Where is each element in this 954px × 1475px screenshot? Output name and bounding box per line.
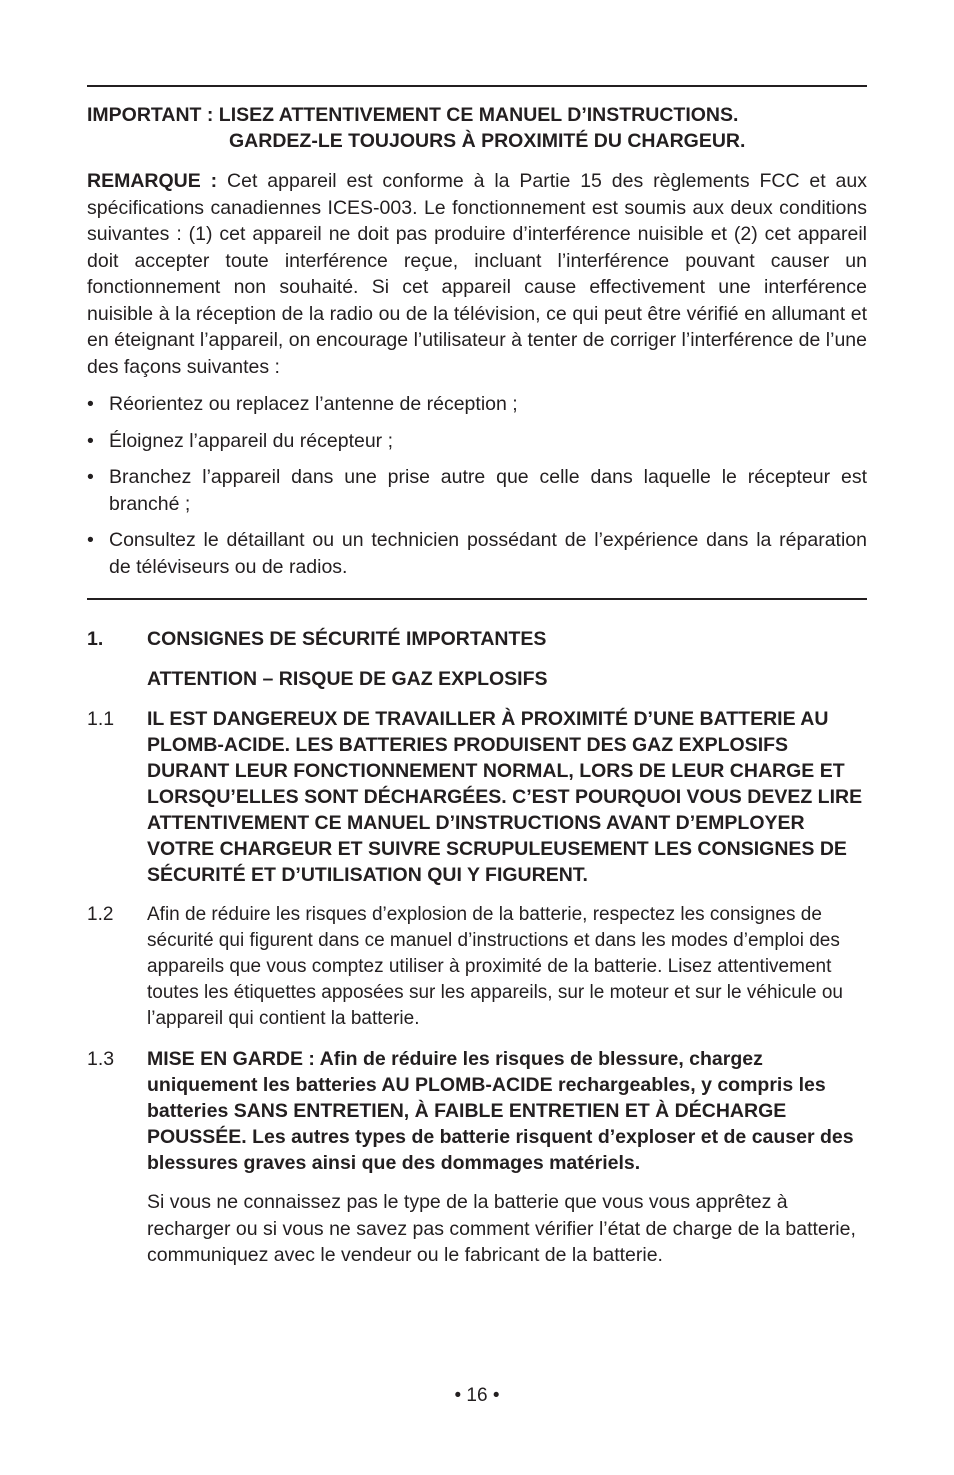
section-heading [87,626,867,652]
item-paragraph-text: Si vous ne connaissez pas le type de la batterie que vous vous apprêtez à recharger ou si vous ne savez pas comment vérifier l’état de charge de la batterie, communiquez avec le vendeur ou le fabricant de la batterie. [147,1191,856,1266]
attention-heading [87,666,867,692]
item-1-1 [87,706,867,888]
item-1-3 [87,1046,867,1176]
item-number: 1.2 [87,904,114,925]
section-title: CONSIGNES DE SÉCURITÉ IMPORTANTES [147,628,547,650]
section-rule [87,598,867,600]
bullet-icon: • [87,393,94,415]
attention-text: ATTENTION – RISQUE DE GAZ EXPLOSIFS [147,668,548,690]
remarque-text: Cet appareil est conforme à la Partie 15 des règlements FCC et aux spécifications canadiennes ICES-003. Le fonctionnement est soumis aux deux conditions suivantes : (1) cet appareil ne doit pas produire d’interférence nuisible et (2) cet appareil doit accepter toute interférence reçue, incluant l’interférence pouvant causer un fonctionnement non souhaité. Si cet appareil cause effectivement une interférence nuisible à la réception de la radio ou de la télévision, ce qui peut être vérifié en allumant et en éteignant l’appareil, on encourage l’utilisateur à tenter de corriger l’interférence de l’une des façons suivantes : [87,170,867,378]
list-item-text: Consultez le détaillant ou un technicien possédant de l’expérience dans la réparation de téléviseurs ou de radios. [109,529,867,578]
list-item [87,527,867,580]
item-number: 1.1 [87,708,115,730]
item-text: Afin de réduire les risques d’explosion de la batterie, respectez les consignes de sécurité qui figurent dans ce manuel d’instructions et dans les modes d’emploi des appareils que vous comptez utiliser à proximité de la batterie. Lisez attentivement toutes les étiquettes apposées sur les appareils, sur le moteur et sur le véhicule ou l’appareil qui contient la batterie. [147,904,843,1029]
bullet-list [87,391,867,580]
bullet-icon: • [87,429,94,452]
item-number: 1.3 [87,1048,115,1070]
list-item-text: Réorientez ou replacez l’antenne de réception ; [109,393,518,415]
remarque-paragraph [87,168,867,380]
remarque-label: REMARQUE : [87,170,218,192]
item-text: IL EST DANGEREUX DE TRAVAILLER À PROXIMITÉ D’UNE BATTERIE AU PLOMB-ACIDE. LES BATTERIES PRODUISENT DES GAZ EXPLOSIFS DURANT LEUR FONCTIONNEMENT NORMAL, LORS DE LEUR CHARGE ET LORSQU’ELLES SONT DÉCHARGÉES. C’EST POURQUOI VOUS DEVEZ LIRE ATTENTIVEMENT CE MANUEL D’INSTRUCTIONS AVANT D’EMPLOYER VOTRE CHARGEUR ET SUIVRE SCRUPULEUSEMENT LES CONSIGNES DE SÉCURITÉ ET D’UTILISATION QUI Y FIGURENT. [147,708,863,886]
item-1-2 [87,902,867,1032]
list-item-text: Éloignez l’appareil du récepteur ; [109,429,394,452]
bullet-icon: • [87,466,94,488]
page-number: • 16 • [454,1385,500,1406]
page-content [87,85,867,1269]
important-line-2: GARDEZ-LE TOUJOURS À PROXIMITÉ DU CHARGEUR. [229,130,746,152]
item-text: MISE EN GARDE : Afin de réduire les risques de blessure, chargez uniquement les batteries AU PLOMB-ACIDE rechargeables, y compris les batteries SANS ENTRETIEN, À FAIBLE ENTRETIEN ET À DÉCHARGE POUSSÉE. Les autres types de batterie risquent d’exploser et de causer des blessures graves ainsi que des dommages matériels. [147,1048,854,1174]
list-item-text: Branchez l’appareil dans une prise autre que celle dans laquelle le récepteur est branché ; [109,466,867,515]
list-item [87,464,867,517]
bullet-icon: • [87,529,94,551]
list-item [87,428,867,455]
section-number: 1. [87,628,104,650]
item-1-3-paragraph [87,1189,867,1269]
important-line-1: IMPORTANT : LISEZ ATTENTIVEMENT CE MANUEL D’INSTRUCTIONS. [87,104,739,126]
important-notice [87,102,867,154]
list-item [87,391,867,418]
top-rule [87,85,867,87]
